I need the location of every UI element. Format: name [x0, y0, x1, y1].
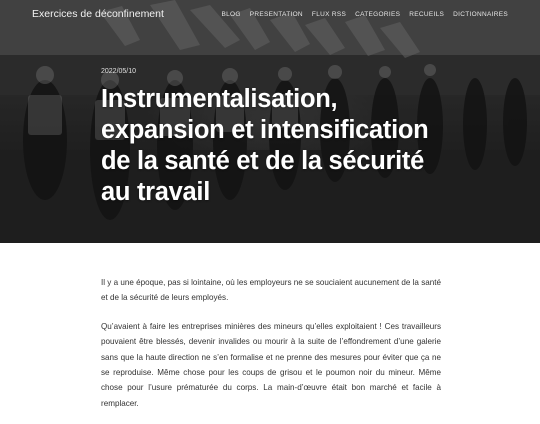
nav-link-blog[interactable]: BLOG	[221, 10, 241, 18]
article-paragraph: Il y a une époque, pas si lointaine, où les employeurs ne se souciaient aucunement de la santé et de la sécurité de leurs employés.	[101, 278, 441, 303]
article-body	[101, 275, 441, 424]
article-paragraph: Qu’avaient à faire les entreprises minières des mineurs qu’elles exploitaient ! Ces travailleurs pouvaient être blessés, devenir invalides ou mourir à la suite de l’effondrement d’une galerie sans que la haute direction ne s’en formalise et ne prenne des mesures pour éviter que ça ne se reproduise. Même chose pour les coups de grisou et le poumon noir du mineur. Même chose pour l’usure prématurée du corps. La main-d’œuvre était bon marché et facile à remplacer.	[101, 321, 441, 408]
post-title: Instrumentalisation, expansion et intensification de la santé et de la sécurité au travail	[101, 85, 429, 206]
nav-link-dictionnaires[interactable]: DICTIONNAIRES	[453, 10, 508, 18]
post-date: 2022/05/10	[101, 68, 137, 75]
nav-link-recueils[interactable]: RECUEILS	[409, 10, 445, 18]
nav-link-categories[interactable]: CATEGORIES	[355, 10, 401, 18]
main-nav	[221, 11, 508, 18]
site-header	[0, 0, 540, 28]
site-title[interactable]: Exercices de déconfinement	[32, 8, 164, 20]
nav-link-presentation[interactable]: PRESENTATION	[249, 10, 303, 18]
nav-link-flux-rss[interactable]: FLUX RSS	[311, 10, 347, 18]
